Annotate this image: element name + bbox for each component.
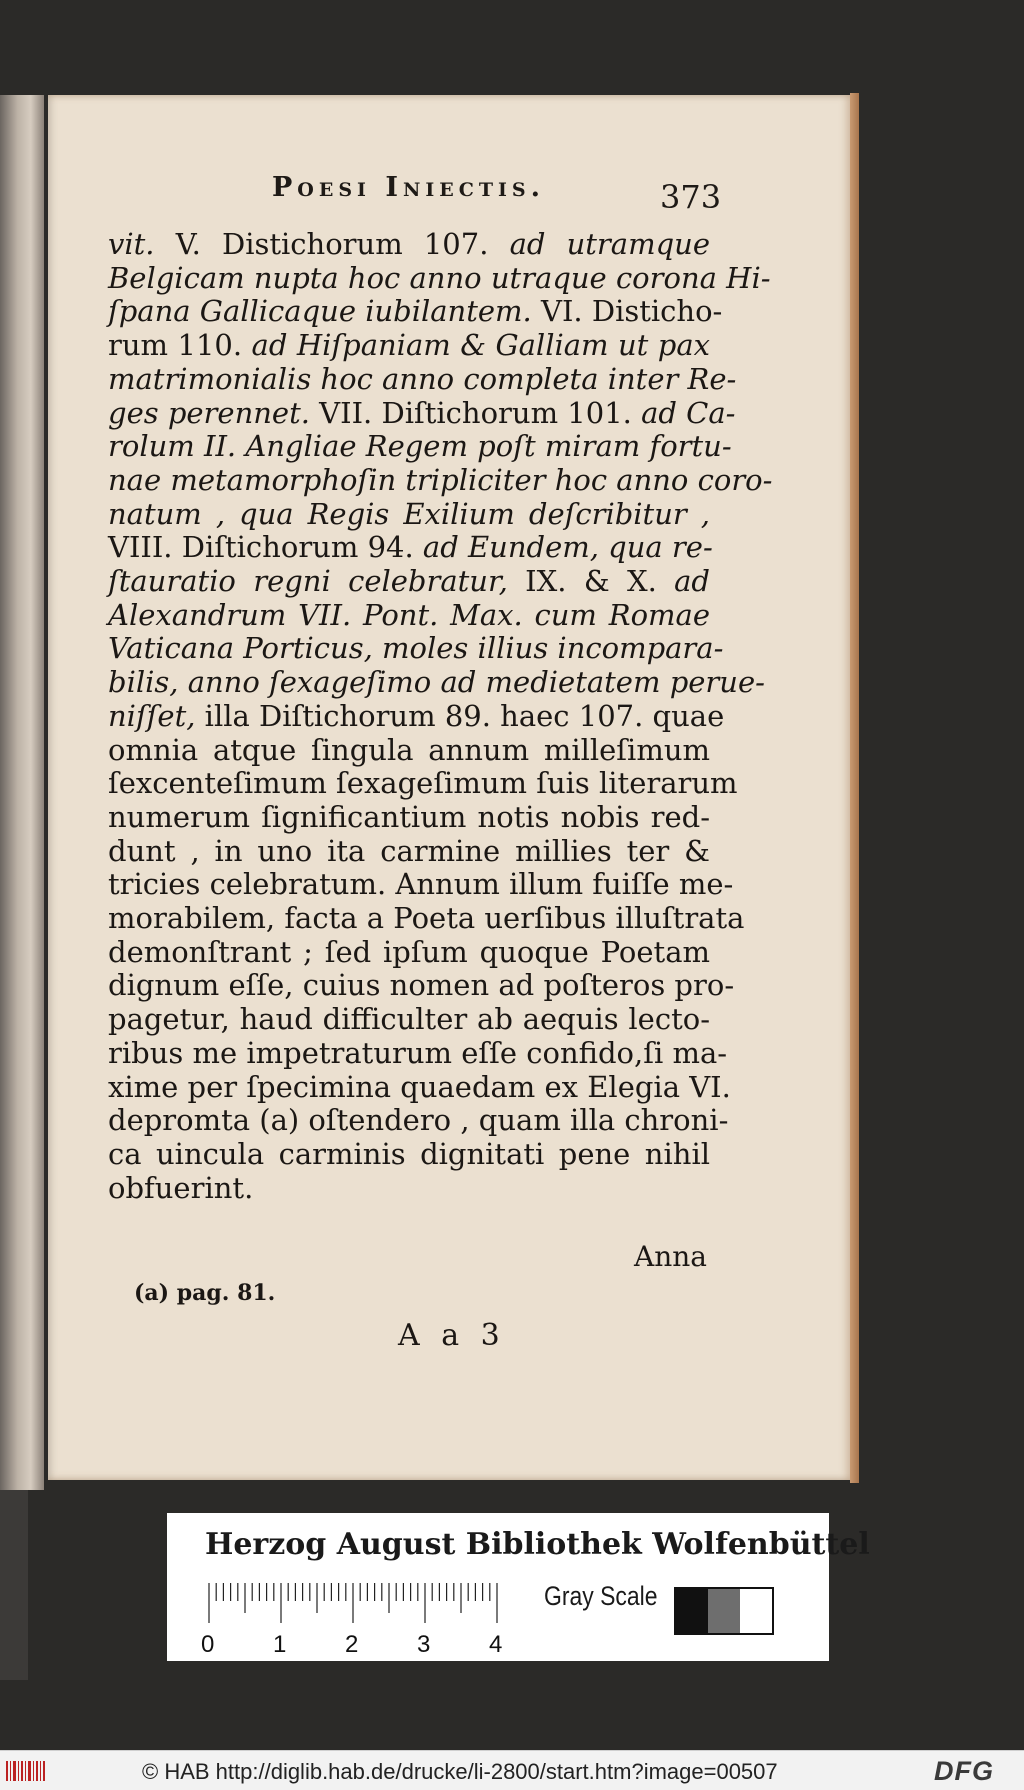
ruler-label: 0: [201, 1631, 215, 1658]
signature-mark: A a 3: [398, 1318, 506, 1353]
text-segment: Belgicam nupta hoc anno utraque corona Hi-: [108, 260, 771, 295]
text-line: [108, 599, 710, 633]
text-segment: VIII. Diſtichorum 94.: [108, 530, 423, 565]
gray-swatch: [740, 1589, 772, 1633]
ruler-label: 3: [417, 1631, 431, 1658]
text-segment: demonſtrant ; ſed ipſum quoque Poetam: [108, 934, 710, 969]
text-segment: ad: [674, 564, 710, 599]
body-text: [108, 227, 773, 1205]
text-segment: natum , qua Regis Exilium deſcribitur ,: [108, 496, 710, 531]
text-segment: ca uincula carminis dignitati pene nihil: [108, 1136, 710, 1171]
text-line: [108, 395, 736, 431]
text-segment: dunt , in uno ita carmine millies ter &: [108, 833, 710, 868]
text-segment: ges perennet.: [108, 395, 310, 430]
library-banner: [167, 1513, 870, 1661]
text-segment: obfuerint.: [108, 1170, 254, 1205]
text-segment: Vaticana Porticus, moles illius incompara-: [108, 631, 724, 666]
text-line: [108, 1003, 710, 1037]
text-segment: VII. Diſtichorum 101.: [309, 395, 642, 430]
ruler-label: 1: [273, 1631, 287, 1658]
text-segment: pagetur, haud difficulter ab aequis lecto-: [108, 1002, 710, 1037]
text-line: [108, 294, 723, 329]
text-segment: tricies celebratum. Annum illum fuiſſe me-: [108, 867, 734, 902]
text-line: [108, 462, 773, 498]
text-segment: ſpana Gallicaque iubilantem.: [108, 294, 532, 329]
book-spine: [0, 1490, 28, 1680]
barcode-icon: [6, 1759, 46, 1783]
text-segment: depromta (a) oſtendero , quam illa chroni-: [108, 1103, 729, 1138]
library-name: Herzog August Bibliothek Wolfenbüttel: [205, 1527, 870, 1562]
text-segment: rum 110.: [108, 328, 252, 363]
text-segment: ſexcenteſimum ſexageſimum ſuis literarum: [108, 766, 738, 801]
text-segment: vit.: [108, 227, 155, 261]
gray-scale-label: Gray Scale: [544, 1581, 658, 1611]
text-segment: VI. Disticho-: [531, 294, 723, 329]
ruler-label: 2: [345, 1631, 359, 1658]
gray-scale-swatch: [674, 1587, 774, 1635]
page-number: 373: [660, 178, 722, 216]
text-line: [108, 867, 734, 902]
text-line: [108, 665, 765, 700]
page-fore-edge: [850, 93, 859, 1483]
text-segment: IX. & X.: [507, 564, 675, 599]
text-segment: ſtauratio regni celebratur,: [108, 564, 508, 599]
ruler-label: 4: [489, 1631, 503, 1658]
text-line: [108, 1172, 710, 1206]
text-line: [108, 1103, 729, 1138]
text-line: [108, 801, 710, 835]
text-line: [108, 565, 710, 599]
text-segment: Alexandrum VII. Pont. Max. cum Romae: [108, 597, 710, 632]
text-line: [108, 835, 710, 869]
text-segment: omnia atque ſingula annum milleſimum: [108, 732, 710, 767]
dfg-logo: DFG: [934, 1756, 994, 1786]
source-url[interactable]: © HAB http://diglib.hab.de/drucke/li-2800/start.htm?image=00507: [142, 1759, 778, 1784]
text-segment: rolum II. Angliae Regem poſt miram fortu-: [108, 429, 732, 464]
text-line: [108, 901, 745, 936]
running-head: Poesi Iniectis.: [272, 172, 545, 203]
text-line: [108, 734, 710, 768]
text-line: [108, 260, 771, 296]
text-segment: illa Diſtichorum 89. haec 107. quae: [195, 698, 725, 733]
text-segment: dignum eſſe, cuius nomen ad poſteros pro-: [108, 968, 735, 1003]
text-line: [108, 766, 738, 801]
text-segment: numerum ſignificantium notis nobis red-: [108, 799, 710, 834]
text-line: [108, 228, 710, 262]
footer-bar: [0, 1750, 1024, 1790]
text-segment: nae metamorphoſin tripliciter hoc anno coro-: [108, 462, 773, 497]
text-segment: ad Hiſpaniam & Galliam ut pax: [251, 328, 710, 363]
gray-swatch: [676, 1589, 708, 1633]
text-line: [108, 530, 713, 565]
text-line: [108, 429, 732, 464]
text-line: [108, 498, 710, 532]
text-segment: ad Ca-: [641, 395, 736, 430]
text-line: [108, 1035, 728, 1071]
text-line: [108, 936, 710, 970]
text-line: [108, 361, 737, 397]
text-line: [108, 968, 735, 1003]
text-line: [108, 1069, 731, 1105]
text-segment: xime per ſpecimina quaedam ex Elegia VI.: [108, 1069, 731, 1104]
text-line: [108, 1138, 710, 1172]
adjacent-page-edge: [0, 95, 44, 1490]
text-segment: morabilem, facta a Poeta uerſibus illuſtrata: [108, 901, 745, 936]
text-segment: V. Distichorum 107.: [154, 227, 510, 261]
measurement-ruler: [207, 1581, 507, 1625]
text-line: [108, 631, 724, 666]
text-segment: ad Eundem, qua re-: [422, 530, 713, 565]
footnote: (a) pag. 81.: [134, 1280, 276, 1306]
text-line: [108, 329, 710, 363]
catchword: Anna: [634, 1240, 707, 1273]
text-segment: ribus me impetraturum eſſe confido,ſi ma-: [108, 1035, 728, 1070]
text-segment: matrimonialis hoc anno completa inter Re-: [108, 361, 737, 396]
text-segment: bilis, anno ſexageſimo ad medietatem perue-: [108, 665, 765, 700]
text-line: [108, 698, 725, 734]
text-segment: niſſet,: [108, 698, 196, 733]
text-segment: ad utramque: [509, 227, 710, 261]
gray-swatch: [708, 1589, 740, 1633]
